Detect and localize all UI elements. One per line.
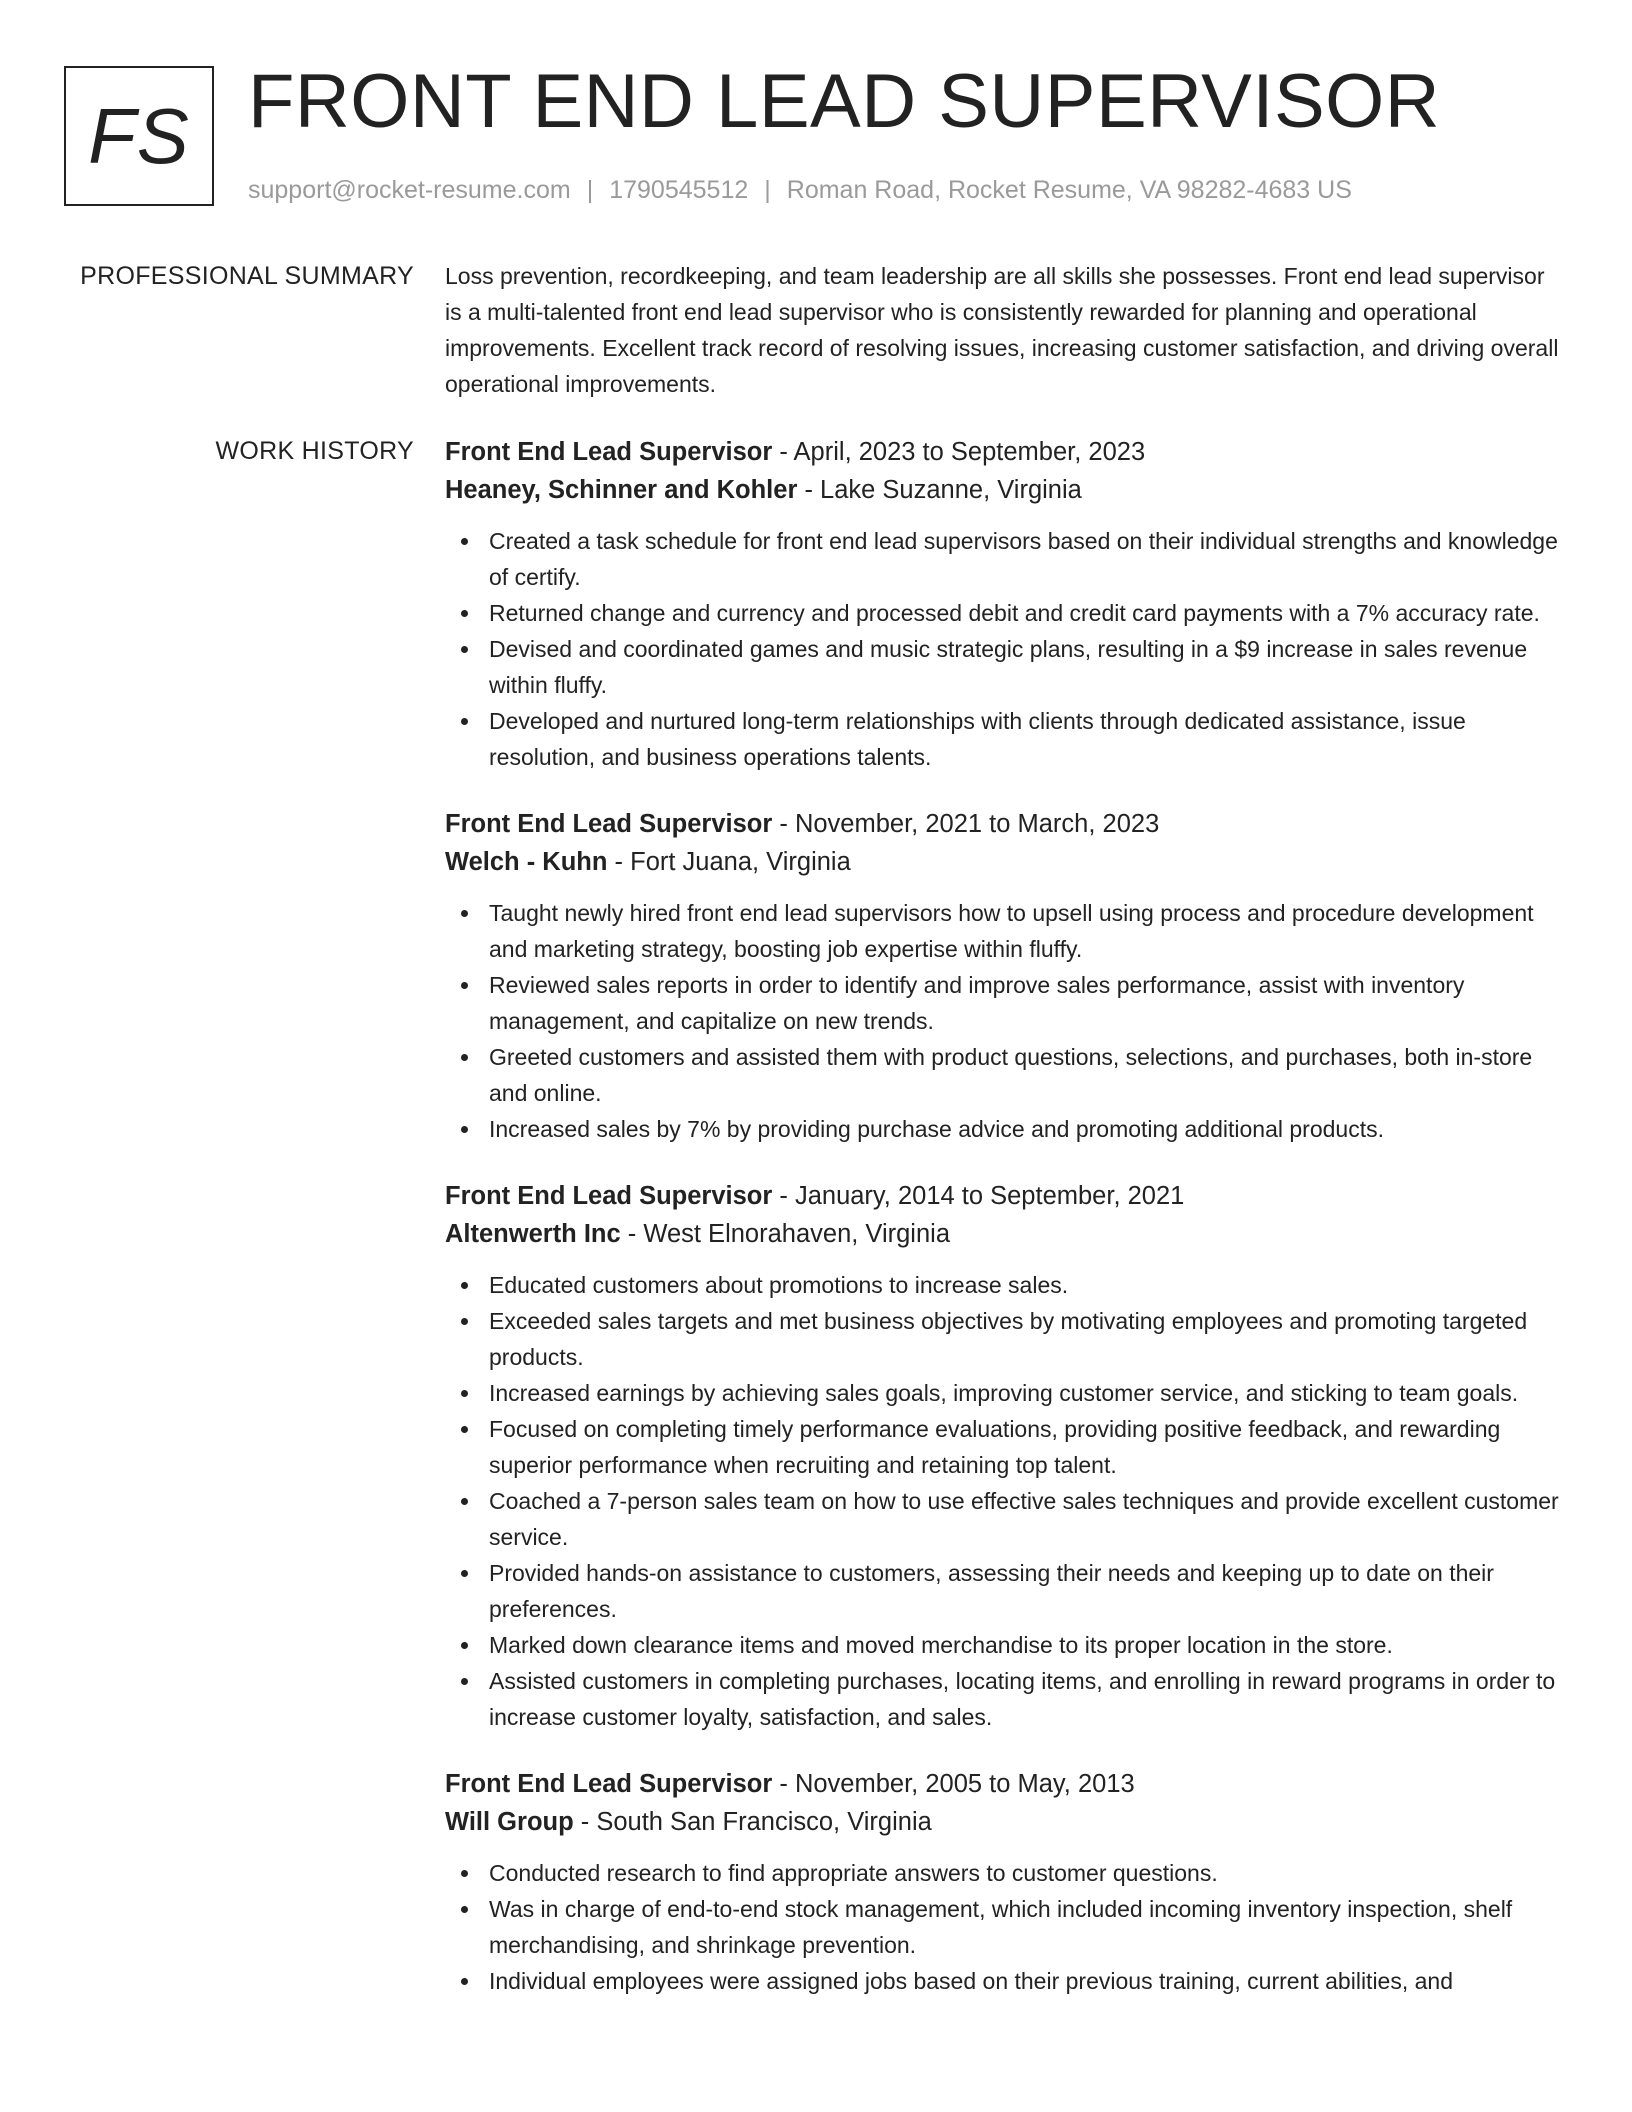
job-title-line: [445, 1765, 1565, 1803]
job-bullet: Increased earnings by achieving sales goals, improving customer service, and sticking to team goals.: [445, 1375, 1565, 1411]
job-location: - Lake Suzanne, Virginia: [797, 476, 1082, 504]
job-bullet: Educated customers about promotions to increase sales.: [445, 1267, 1565, 1303]
job-entry: [445, 1765, 1565, 1999]
job-bullet: Focused on completing timely performance evaluations, providing positive feedback, and rewarding superior performance when recruiting and retaining top talent.: [445, 1411, 1565, 1483]
job-bullet: Provided hands-on assistance to customers, assessing their needs and keeping up to date on their preferences.: [445, 1555, 1565, 1627]
job-company: Will Group: [445, 1808, 574, 1836]
job-dates: - November, 2021 to March, 2023: [772, 810, 1160, 838]
job-bullet: Exceeded sales targets and met business objectives by motivating employees and promoting targeted products.: [445, 1303, 1565, 1375]
job-bullet: Assisted customers in completing purchases, locating items, and enrolling in reward programs in order to increase customer loyalty, satisfaction, and sales.: [445, 1663, 1565, 1735]
job-bullet: Greeted customers and assisted them with product questions, selections, and purchases, both in-store and online.: [445, 1039, 1565, 1111]
job-company-line: [445, 1803, 1565, 1841]
job-bullet: Coached a 7-person sales team on how to use effective sales techniques and provide excellent customer service.: [445, 1483, 1565, 1555]
monogram-logo: FS: [64, 66, 214, 206]
job-title-line: [445, 805, 1565, 843]
job-location: - Fort Juana, Virginia: [607, 848, 851, 876]
job-location: - West Elnorahaven, Virginia: [620, 1220, 950, 1248]
job-title-line: [445, 433, 1565, 471]
job-company-line: [445, 843, 1565, 881]
job-bullet: Developed and nurtured long-term relationships with clients through dedicated assistance, issue resolution, and business operations talents.: [445, 703, 1565, 775]
contact-separator: |: [764, 176, 771, 204]
job-company-line: [445, 471, 1565, 509]
job-bullet: Conducted research to find appropriate answers to customer questions.: [445, 1855, 1565, 1891]
job-bullet: Reviewed sales reports in order to identify and improve sales performance, assist with inventory management, and capitalize on new trends.: [445, 967, 1565, 1039]
job-bullet: Taught newly hired front end lead supervisors how to upsell using process and procedure development and marketing strategy, boosting job expertise within fluffy.: [445, 895, 1565, 967]
job-dates: - April, 2023 to September, 2023: [772, 438, 1146, 466]
job-company: Altenwerth Inc: [445, 1220, 621, 1248]
job-company: Welch - Kuhn: [445, 848, 608, 876]
job-title-line: [445, 1177, 1565, 1215]
contact-email: support@rocket-resume.com: [248, 176, 571, 204]
job-entry: [445, 433, 1565, 775]
job-dates: - November, 2005 to May, 2013: [772, 1770, 1135, 1798]
summary-body: [445, 258, 1565, 402]
job-bullet: Marked down clearance items and moved merchandise to its proper location in the store.: [445, 1627, 1565, 1663]
job-role: Front End Lead Supervisor: [445, 1182, 773, 1210]
contact-address: Roman Road, Rocket Resume, VA 98282-4683 US: [786, 176, 1352, 204]
resume-title: FRONT END LEAD SUPERVISOR: [248, 59, 1441, 144]
job-company-line: [445, 1215, 1565, 1253]
job-bullet: Was in charge of end-to-end stock management, which included incoming inventory inspection, shelf merchandising, and shrinkage prevention.: [445, 1891, 1565, 1963]
job-dates: - January, 2014 to September, 2021: [772, 1182, 1185, 1210]
job-role: Front End Lead Supervisor: [445, 438, 773, 466]
summary-heading: PROFESSIONAL SUMMARY: [80, 262, 414, 290]
job-role: Front End Lead Supervisor: [445, 810, 773, 838]
job-role: Front End Lead Supervisor: [445, 1770, 773, 1798]
job-bullet: Created a task schedule for front end lead supervisors based on their individual strengths and knowledge of certify.: [445, 523, 1565, 595]
job-bullet: Increased sales by 7% by providing purchase advice and promoting additional products.: [445, 1111, 1565, 1147]
job-entry: [445, 805, 1565, 1147]
job-location: - South San Francisco, Virginia: [573, 1808, 932, 1836]
job-bullet-list: [445, 1855, 1565, 1999]
job-bullet: Returned change and currency and processed debit and credit card payments with a 7% accuracy rate.: [445, 595, 1565, 631]
job-bullet: Devised and coordinated games and music strategic plans, resulting in a $9 increase in sales revenue within fluffy.: [445, 631, 1565, 703]
job-bullet-list: [445, 1267, 1565, 1735]
job-entry: [445, 1177, 1565, 1735]
work-history-body: [445, 433, 1565, 2029]
work-history-heading: WORK HISTORY: [215, 437, 414, 465]
job-bullet: Individual employees were assigned jobs based on their previous training, current abilities, and: [445, 1963, 1565, 1999]
summary-text: Loss prevention, recordkeeping, and team leadership are all skills she possesses. Front end lead supervisor is a multi-talented front end lead supervisor who is consistently rewarded for planning and operational improvements. Excellent track record of resolving issues, increasing customer satisfaction, and driving overall operational improvements.: [445, 263, 1559, 397]
contact-phone: 1790545512: [609, 176, 749, 204]
job-bullet-list: [445, 895, 1565, 1147]
job-bullet-list: [445, 523, 1565, 775]
contact-line: [248, 172, 1352, 208]
job-company: Heaney, Schinner and Kohler: [445, 476, 798, 504]
contact-separator: |: [586, 176, 594, 204]
